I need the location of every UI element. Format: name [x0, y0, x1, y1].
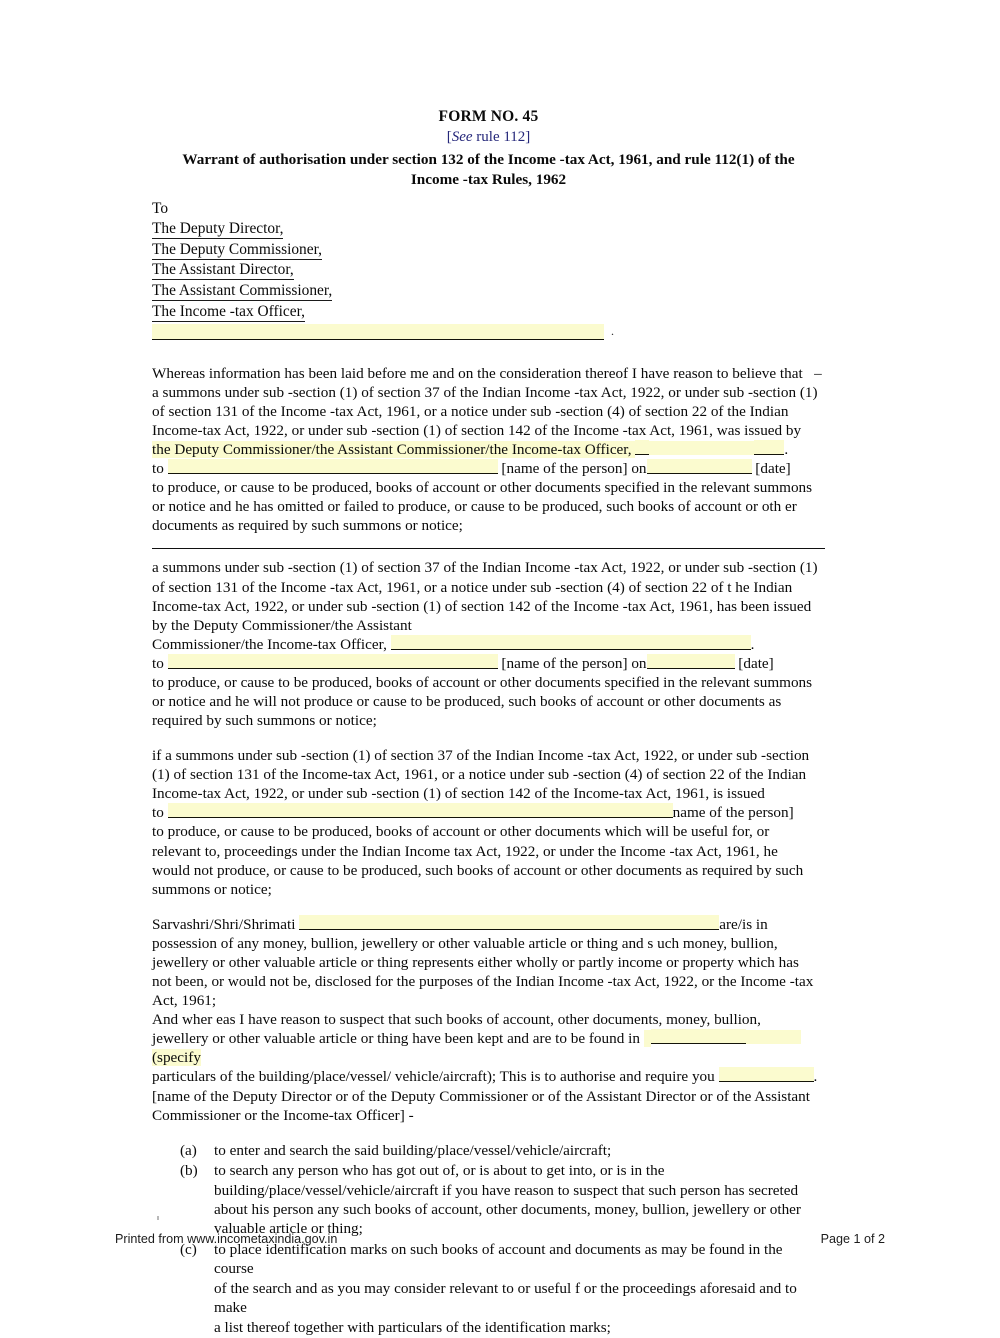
clause-1-line-3: Income-tax Act, 1922, or under sub -section (1) of section 142 of the Income -tax Act, 1961, was issued by	[152, 422, 802, 439]
addressee-label: The Assistant Director,	[152, 261, 294, 280]
warrant-title-line-1: Warrant of authorisation under section 132 of the Income -tax Act, 1961, and rule 112(1) of the	[182, 151, 795, 168]
clause-3-name-blank[interactable]	[168, 803, 673, 818]
clause-2-name-blank[interactable]	[168, 654, 498, 669]
preamble-text: Whereas information has been laid before me and on the consideration thereof I have reason to believe that	[152, 364, 803, 382]
addressee-blank-trailing-mark: .	[611, 323, 614, 338]
powers-b-line-2: building/place/vessel/vehicle/aircraft if you have reason to suspect that such person has secreted	[214, 1181, 799, 1199]
possession-line-1	[152, 915, 825, 934]
clause-1-officer-text: the Deputy Commissioner/the Assistant Commissioner/the Income-tax Officer,	[152, 441, 632, 459]
powers-c-line-3: a list thereof together with particulars of the identification marks;	[214, 1318, 611, 1336]
clause-2-line-5-period: .	[750, 635, 755, 653]
clause-2-line-4: by the Deputy Commissioner/the Assistant	[152, 616, 412, 634]
possession-line-4: not been, or would not be, disclosed for the purposes of the Indian Income -tax Act, 1922, or the Income -tax	[152, 973, 814, 991]
clause-1-officer-blank-b[interactable]	[754, 440, 784, 455]
clause-3-to-label: to	[152, 804, 164, 822]
clause-2-officer-blank[interactable]	[391, 635, 751, 650]
powers-marker-b: (b)	[180, 1162, 198, 1180]
addressee-label: The Deputy Commissioner,	[152, 241, 322, 260]
authorisation-specify-label: (specify	[152, 1049, 201, 1067]
possession-salutation-label: Sarvashri/Shri/Shrimati	[152, 915, 296, 933]
authorisation-line-2-text: jewellery or other valuable article or thing have been kept and are to be found in	[152, 1030, 640, 1048]
clause-2-officer-text: Commissioner/the Income-tax Officer,	[152, 635, 387, 653]
form-number-title: FORM NO. 45	[438, 108, 539, 125]
powers-b-line-3: about his person any such books of account, other documents, money, bullion, jewellery or other	[214, 1201, 801, 1219]
clause-2-line-2: of section 131 of the Income -tax Act, 1961, or a notice under sub -section (4) of section 22 of t he Indian	[152, 578, 793, 596]
possession-are-is-in: are/is in	[719, 915, 768, 933]
authorisation-line-2	[152, 1029, 825, 1067]
authorisation-line-1: And wher eas I have reason to suspect that such books of account, other documents, money, bullion,	[152, 1011, 761, 1029]
see-rule-bracket-open: [	[446, 129, 452, 145]
clause-2-line-3: Income-tax Act, 1922, or under sub -section (1) of section 142 of the Income -tax Act, 1961, has been issued	[152, 597, 812, 615]
authorisation-line-3-text: particulars of the building/place/vessel/ vehicle/aircraft); This is to authorise and require you	[152, 1068, 715, 1086]
addressee-label: The Income -tax Officer,	[152, 303, 305, 322]
recital-preamble	[152, 364, 825, 383]
footer-page-number: Page 1 of 2	[820, 1232, 885, 1246]
clause-1-officer-blank-a[interactable]	[635, 440, 649, 455]
clause-3-body-line-2: relevant to, proceedings under the Indian Income tax Act, 1922, or under the Income -tax Act, 1961, he	[152, 842, 778, 860]
clause-1-body-line-2: or notice and he has omitted or failed to produce, or cause to be produced, such books of account or oth er	[152, 498, 797, 516]
clause-1-body-line-1: to produce, or cause to be produced, books of account or other documents specified in the relevant summons	[152, 479, 813, 497]
possession-line-5: Act, 1961;	[152, 992, 217, 1010]
powers-item-b	[152, 1161, 825, 1239]
preamble-dash: –	[814, 364, 822, 382]
page-footer	[115, 1232, 885, 1246]
clause-2-date-blank[interactable]	[647, 654, 735, 669]
clause-2-date-label: [date]	[738, 654, 774, 672]
clause-1-line-1: a summons under sub -section (1) of section 37 of the Indian Income -tax Act, 1922, or under sub -section (1)	[152, 383, 818, 401]
clause-1-line-4-period: .	[784, 441, 789, 459]
warrant-title-line-2: Income -tax Rules, 1962	[410, 171, 567, 189]
clause-2-to-label: to	[152, 654, 164, 672]
clause-1-date-blank[interactable]	[647, 459, 752, 474]
clause-2	[152, 558, 825, 730]
clause-1-to-label: to	[152, 460, 164, 478]
clause-2-on-label: on	[631, 654, 647, 672]
clause-2-body-line-3: required by such summons or notice;	[152, 712, 377, 730]
clause-1-body-line-3: documents as required by such summons or notice;	[152, 517, 463, 535]
clause-3-body-line-4: summons or notice;	[152, 880, 272, 898]
spacer	[152, 1125, 825, 1141]
powers-item-c	[152, 1240, 825, 1337]
clause-2-name-label: [name of the person]	[501, 654, 628, 672]
clause-1-date-label: [date]	[755, 460, 791, 478]
addressee-list	[152, 220, 825, 322]
clause-2-body-line-1: to produce, or cause to be produced, books of account or other documents specified in the relevant summons	[152, 673, 813, 691]
authorisation-line-4: [name of the Deputy Director or of the Deputy Commissioner or of the Assistant Director or of the Assistant	[152, 1087, 810, 1105]
warrant-title	[152, 150, 825, 190]
see-rule-reference	[152, 129, 825, 146]
addressee-item-income-tax-officer	[152, 303, 825, 322]
clause-1	[152, 383, 825, 536]
clause-3-body-line-1: to produce, or cause to be produced, books of account or other documents which will be useful for, or	[152, 823, 770, 841]
powers-body-b	[214, 1161, 825, 1239]
page-speck-artifact	[157, 1216, 159, 1220]
possession-line-3: jewellery or other valuable article or thing represents either wholly or partly income or property which has	[152, 953, 799, 971]
powers-a-line-1: to enter and search the said building/place/vessel/vehicle/aircraft;	[214, 1141, 612, 1159]
section-divider	[152, 548, 825, 549]
addressee-item-deputy-director	[152, 220, 825, 239]
addressee-fill-blank[interactable]	[152, 323, 614, 340]
clause-2-name-date-line	[152, 654, 825, 673]
clause-1-name-blank[interactable]	[168, 459, 498, 474]
clause-3-line-3: Income-tax Act, 1922, or under sub -section (1) of section 142 of the Income-tax Act, 1961, is issued	[152, 785, 765, 803]
clause-3-line-2: (1) of section 131 of the Income-tax Act, 1961, or a notice under sub -section (4) of section 22 of the Indian	[152, 766, 807, 784]
see-rule-see-word: See	[451, 129, 473, 145]
powers-marker-c: (c)	[180, 1240, 197, 1258]
authorisation-paragraph	[152, 1010, 825, 1124]
clause-3-body-line-3: would not produce, or cause to be produced, such books of account or other documents as required by such	[152, 861, 804, 879]
powers-item-a	[152, 1141, 825, 1160]
clause-3-name-line	[152, 803, 825, 822]
authorisation-line-3-period: .	[813, 1068, 818, 1086]
addressee-label: The Assistant Commissioner,	[152, 282, 332, 301]
clause-1-on-label: on	[631, 460, 647, 478]
possession-paragraph	[152, 915, 825, 1010]
addressee-item-assistant-director	[152, 261, 825, 280]
powers-marker-a: (a)	[180, 1141, 197, 1159]
powers-body-a	[214, 1141, 825, 1160]
possession-name-blank[interactable]	[299, 915, 719, 930]
powers-body-c	[214, 1240, 825, 1337]
addressee-label: The Deputy Director,	[152, 220, 283, 239]
addressee-item-deputy-commissioner	[152, 241, 825, 260]
clause-1-line-4	[152, 440, 825, 459]
powers-b-line-4: valuable article or thing;	[214, 1220, 363, 1238]
see-rule-rest: rule 112]	[472, 129, 531, 145]
authorisation-line-5: Commissioner or the Income-tax Officer] -	[152, 1106, 414, 1124]
clause-2-body-line-2: or notice and he will not produce or cause to be produced, such books of account or other documents as	[152, 693, 782, 711]
clause-2-line-1: a summons under sub -section (1) of section 37 of the Indian Income -tax Act, 1922, or under sub -section (1)	[152, 559, 818, 577]
authorisation-line-3	[152, 1067, 825, 1086]
clause-3	[152, 746, 825, 899]
possession-line-2: possession of any money, bullion, jewellery or other valuable article or thing and s uch money, bullion,	[152, 934, 778, 952]
spacer	[152, 899, 825, 915]
clause-2-line-5	[152, 635, 825, 654]
powers-c-line-2: of the search and as you may consider relevant to or useful f or the proceedings aforesaid and to make	[214, 1279, 797, 1317]
clause-3-line-1: if a summons under sub -section (1) of section 37 of the Indian Income -tax Act, 1922, or under sub -section	[152, 747, 810, 765]
authorisation-place-gap[interactable]	[746, 1030, 801, 1044]
clause-1-name-date-line	[152, 459, 825, 478]
clause-3-name-label: name of the person]	[672, 804, 794, 822]
clause-1-officer-gap[interactable]	[649, 441, 754, 455]
spacer	[152, 730, 825, 746]
to-label: To	[152, 200, 169, 218]
spacer	[152, 340, 825, 364]
powers-b-line-1: to search any person who has got out of, or is about to get into, or is in the	[214, 1162, 665, 1180]
powers-c-line-1: to place identification marks on such books of account and documents as may be found in the course	[214, 1240, 783, 1278]
authorisation-officer-blank[interactable]	[719, 1067, 814, 1082]
authorisation-place-blank[interactable]	[651, 1029, 746, 1044]
addressee-item-assistant-commissioner	[152, 282, 825, 301]
clause-1-line-2: of section 131 of the Income -tax Act, 1961, or a notice under sub -section (4) of section 22 of the Indian	[152, 402, 789, 420]
document-content	[152, 108, 825, 1338]
footer-source-url: Printed from www.incometaxindia.gov.in	[115, 1232, 338, 1246]
clause-1-name-label: [name of the person]	[501, 460, 628, 478]
